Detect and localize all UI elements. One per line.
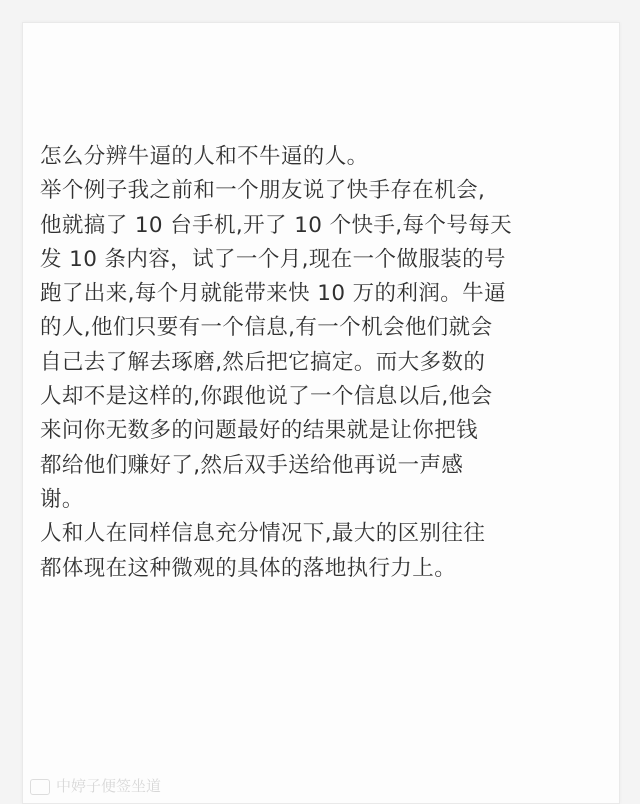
watermark	[30, 775, 161, 796]
text-line: 都给他们赚好了,然后双手送给他再说一声感	[40, 452, 464, 478]
text-line: 都体现在这种微观的具体的落地执行力上。	[40, 555, 457, 581]
text-line: 来问你无数多的问题最好的结果就是让你把钱	[40, 418, 479, 444]
text-line: 人却不是这样的,你跟他说了一个信息以后,他会	[40, 384, 493, 410]
text-line: 举个例子我之前和一个朋友说了快手存在机会,	[40, 178, 486, 204]
text-line: 谢。	[40, 486, 84, 512]
text-line: 跑了出来,每个月就能带来快 10 万的利润。牛逼	[40, 281, 506, 307]
watermark-text: 中婷子便签坐道	[56, 777, 162, 795]
text-line: 发 10 条内容，试了一个月,现在一个做服装的号	[40, 246, 506, 272]
text-line: 的人,他们只要有一个信息,有一个机会他们就会	[40, 315, 493, 341]
text-line: 怎么分辨牛逼的人和不牛逼的人。	[40, 144, 369, 169]
text-line: 自己去了解去琢磨,然后把它搞定。而大多数的	[40, 349, 486, 375]
post-text	[40, 140, 600, 586]
text-line: 他就搞了 10 台手机,开了 10 个快手,每个号每天	[40, 212, 513, 238]
watermark-logo-icon	[30, 779, 50, 795]
text-line: 人和人在同样信息充分情况下,最大的区别往往	[40, 521, 486, 547]
